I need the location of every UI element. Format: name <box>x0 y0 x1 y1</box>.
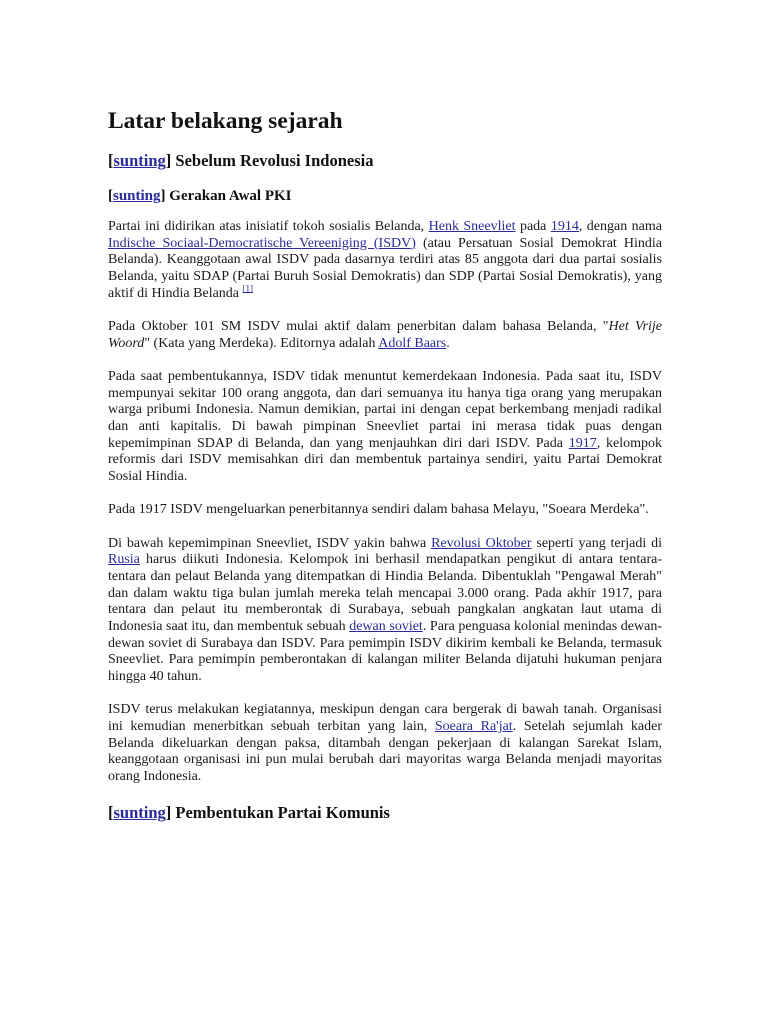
text: Pada 1917 ISDV mengeluarkan penerbitannya sendiri dalam bahasa Melayu, "Soeara Merdeka". <box>108 502 649 518</box>
text: pada <box>515 219 551 234</box>
paragraph <box>108 219 662 303</box>
paragraph <box>108 369 662 486</box>
text: Partai ini didirikan atas inisiatif tokoh sosialis Belanda, <box>108 219 429 234</box>
article-content <box>108 106 662 838</box>
text: , dengan nama <box>578 219 662 234</box>
footnote-link[interactable]: [1] <box>242 283 254 294</box>
paragraph <box>108 702 662 786</box>
section-title: Pembentukan Partai Komunis <box>175 803 390 823</box>
text: harus diikuti Indonesia. Kelompok ini berhasil mendapatkan pengikut di antara tentara-tentara dan pelaut Belanda yang ditempatkan di Hindia Belanda. Dibentuklah "Pengawal Merah" dan dalam waktu tiga bulan jumlah mereka telah mencapai 3.000 orang. Pada akhir 1917, para tentara dan pelaut itu memberontak di Surabaya, sebuah pangkalan angkatan laut utama di Indonesia saat itu, dan membentuk sebuah <box>108 552 662 635</box>
article-link[interactable]: 1914 <box>550 219 579 234</box>
section-heading-pembentukan: [sunting] Pembentukan Partai Komunis <box>108 803 390 823</box>
footnote <box>243 283 254 293</box>
text: , kelompok reformis dari ISDV memisahkan diri dan membentuk partainya sendiri, yaitu Partai Demokrat Sosial Hindia. <box>108 435 662 485</box>
article-link[interactable]: Revolusi Oktober <box>431 535 532 551</box>
paragraph <box>108 502 662 519</box>
section-heading-sebelum-revolusi: [sunting] Sebelum Revolusi Indonesia <box>108 151 374 170</box>
italic-title: Het Vrije Woord <box>108 319 662 351</box>
article-link[interactable]: dewan soviet <box>349 619 423 635</box>
section-title: Gerakan Awal PKI <box>169 188 292 204</box>
paragraphs <box>108 219 662 786</box>
article-link[interactable]: Indische Sociaal-Democratische Vereeniging (ISDV) <box>108 235 416 251</box>
text: ISDV terus melakukan kegiatannya, meskipun dengan cara bergerak di bawah tanah. Organisasi ini kemudian menerbitkan sebuah terbitan yang lain, <box>108 702 662 735</box>
article-link[interactable]: Adolf Baars <box>378 335 447 351</box>
text: seperti yang terjadi di <box>531 535 662 551</box>
article-link[interactable]: 1917 <box>568 435 597 451</box>
page-title: Latar belakang sejarah <box>108 108 343 134</box>
article-link[interactable]: Soeara Ra'jat <box>434 719 513 735</box>
paragraph <box>108 536 662 686</box>
text: " (Kata yang Merdeka). Editornya adalah <box>144 335 379 351</box>
edit-link[interactable]: sunting <box>113 151 166 170</box>
text: Pada Oktober 101 SM ISDV mulai aktif dalam penerbitan dalam bahasa Belanda, " <box>108 319 609 335</box>
article-link[interactable]: Rusia <box>108 552 140 568</box>
section-title: Sebelum Revolusi Indonesia <box>175 151 374 170</box>
article-link[interactable]: Henk Sneevliet <box>428 219 516 234</box>
text: . Para penguasa kolonial menindas dewan-dewan soviet di Surabaya dan ISDV. Para pemimpin ISDV dikirim kembali ke Belanda, termasuk Sneevliet. Para pemimpin pemberontakan di kalangan militer Belanda dijatuhi hukuman penjara hingga 40 tahun. <box>108 619 662 685</box>
text: . <box>446 335 450 351</box>
edit-link[interactable]: sunting <box>113 188 161 204</box>
text: . Setelah sejumlah kader Belanda dikeluarkan dengan paksa, ditambah dengan pekerjaan di kalangan Sarekat Islam, keanggotaan organisasi ini pun mulai berubah dari mayoritas warga Belanda menjadi mayoritas orang Indonesia. <box>108 719 662 785</box>
text: Pada saat pembentukannya, ISDV tidak menuntut kemerdekaan Indonesia. Pada saat itu, ISDV mempunyai sekitar 100 orang anggota, dan dari semuanya itu hanya tiga orang yang merupakan warga pribumi Indonesia. Namun demikian, partai ini dengan cepat berkembang menjadi radikal dan anti kapitalis. Di bawah pimpinan Sneevliet partai ini merasa tidak puas dengan kepemimpinan SDAP di Belanda, dan yang menjauhkan diri dari ISDV. Pada <box>108 368 662 451</box>
text: Di bawah kepemimpinan Sneevliet, ISDV yakin bahwa <box>108 535 432 551</box>
edit-link[interactable]: sunting <box>113 803 166 823</box>
paragraph <box>108 319 662 352</box>
section-heading-gerakan-awal: [sunting] Gerakan Awal PKI <box>108 188 292 204</box>
text: (atau Persatuan Sosial Demokrat Hindia Belanda). Keanggotaan awal ISDV pada dasarnya terdiri atas 85 anggota dari dua partai sosialis Belanda, yaitu SDAP (Partai Buruh Sosial Demokratis) dan SDP (Partai Sosial Demokratis), yang aktif di Hindia Belanda <box>108 235 663 301</box>
